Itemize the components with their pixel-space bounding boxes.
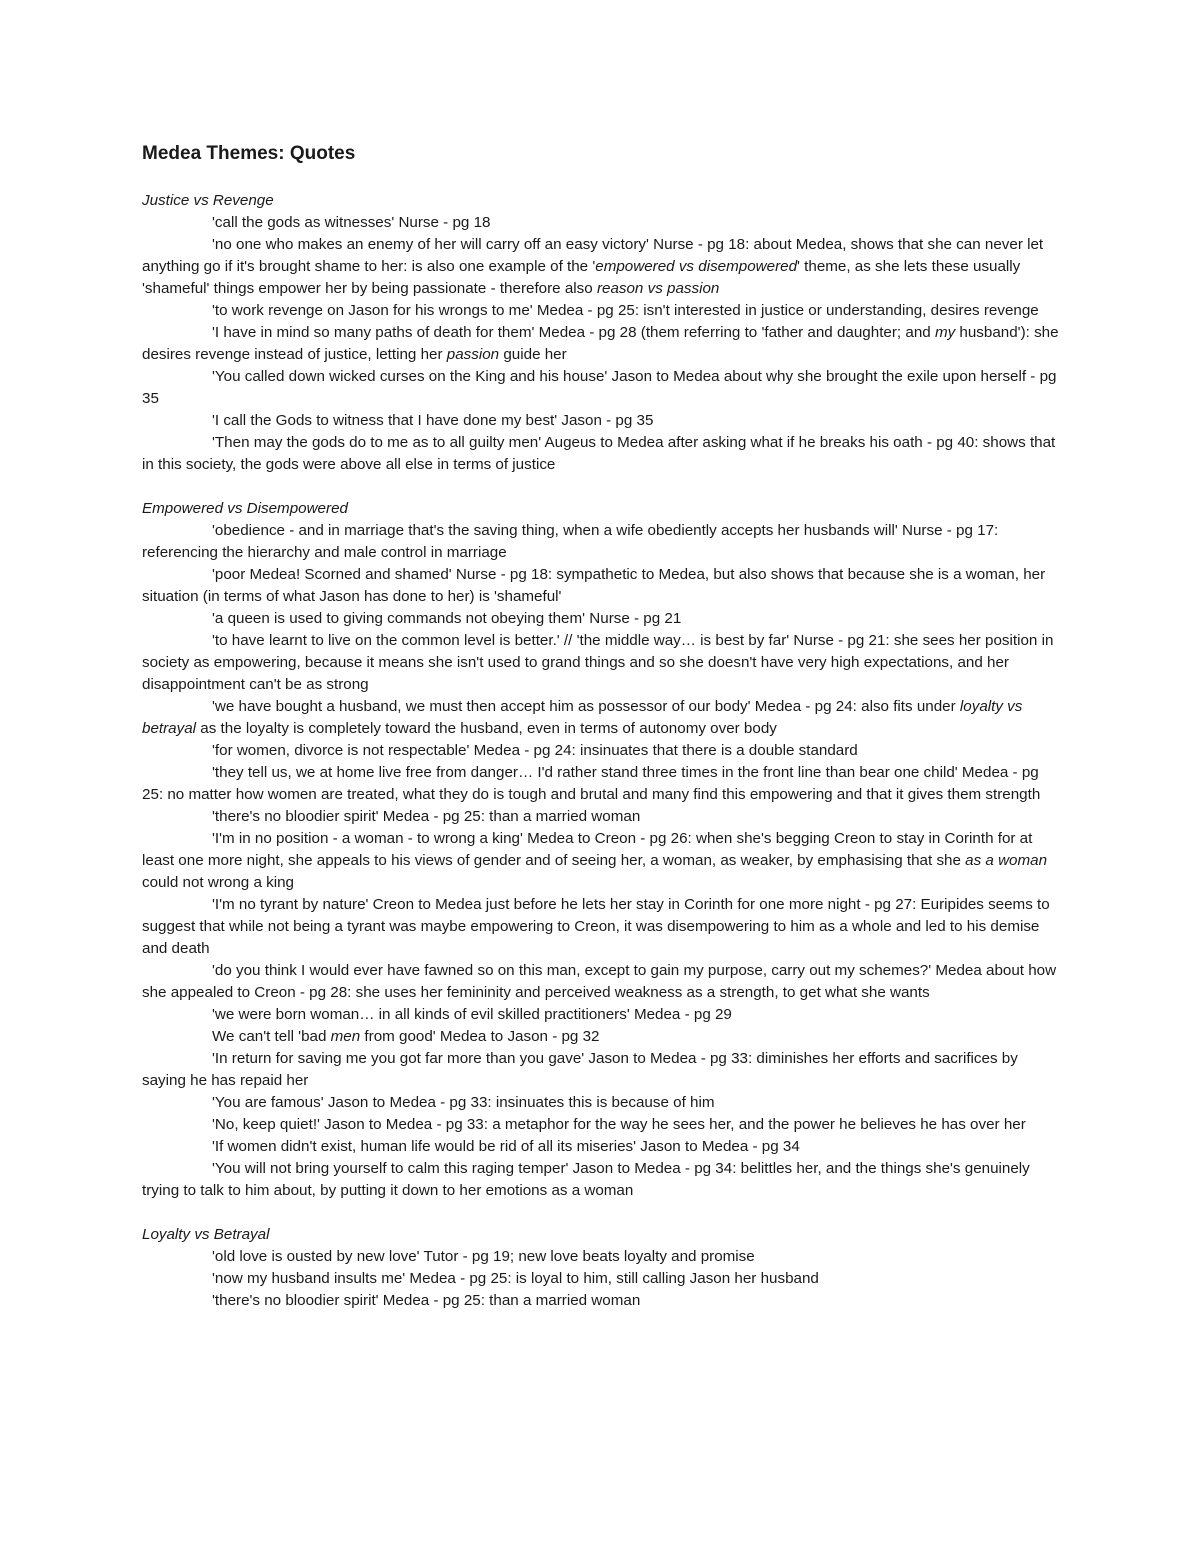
quote-text: 'no one who makes an enemy of her will carry off an easy victory' Nurse - pg 18: about Medea, shows that she can never let anything go if it's brought shame to her: is also one example of the ' [142, 236, 1044, 275]
section-1 [142, 190, 1064, 476]
quote-entry [142, 520, 1064, 564]
quote-text: 'old love is ousted by new love' Tutor - pg 19; new love beats loyalty and promise [212, 1248, 755, 1265]
page-title: Medea Themes: Quotes [142, 143, 356, 164]
quote-entry [142, 630, 1064, 696]
quote-entry [142, 410, 1064, 432]
quote-text: 'to have learnt to live on the common level is better.' // 'the middle way… is best by far' Nurse - pg 21: she sees her position in society as empowering, because it means she isn't used to grand things and so she doesn't have very high expectations, and her disappointment can't be as strong [142, 632, 1054, 693]
italic-text: empowered vs disempowered [595, 258, 798, 275]
quote-entry [142, 828, 1064, 894]
quote-entry [142, 894, 1064, 960]
quote-entry [142, 1114, 1064, 1136]
quote-text: 'I'm no tyrant by nature' Creon to Medea just before he lets her stay in Corinth for one more night - pg 27: Euripides seems to suggest that while not being a tyrant was maybe empowering to Creon, it was disempowering to him as a whole and led to his demise and death [142, 896, 1050, 957]
quote-text: 'a queen is used to giving commands not obeying them' Nurse - pg 21 [212, 610, 682, 627]
quote-entry [142, 740, 1064, 762]
quote-text: 'No, keep quiet!' Jason to Medea - pg 33: a metaphor for the way he sees her, and the power he believes he has over her [212, 1116, 1026, 1133]
quote-entry [142, 1004, 1064, 1026]
quote-text: We can't tell 'bad [212, 1028, 331, 1045]
quote-text: 'In return for saving me you got far more than you gave' Jason to Medea - pg 33: diminishes her efforts and sacrifices by saying he has repaid her [142, 1050, 1018, 1089]
quote-text: 'there's no bloodier spirit' Medea - pg 25: than a married woman [212, 808, 641, 825]
quote-text: guide her [499, 346, 567, 363]
quote-text: 'we were born woman… in all kinds of evil skilled practitioners' Medea - pg 29 [212, 1006, 732, 1023]
quote-text: 'call the gods as witnesses' Nurse - pg 18 [212, 214, 491, 231]
quote-text: 'do you think I would ever have fawned so on this man, except to gain my purpose, carry out my schemes?' Medea about how she appealed to Creon - pg 28: she uses her femininity and perceived weakness as a strength, to get what she wants [142, 962, 1057, 1001]
quote-text: 'obedience - and in marriage that's the saving thing, when a wife obediently accepts her husbands will' Nurse - pg 17: referencing the hierarchy and male control in marriage [142, 522, 999, 561]
quote-entry [142, 762, 1064, 806]
section-heading: Loyalty vs Betrayal [142, 1226, 270, 1243]
quote-text: could not wrong a king [142, 874, 294, 891]
quote-text: 'now my husband insults me' Medea - pg 25: is loyal to him, still calling Jason her husband [212, 1270, 819, 1287]
quote-text: 'Then may the gods do to me as to all guilty men' Augeus to Medea after asking what if he breaks his oath - pg 40: shows that in this society, the gods were above all else in terms of justice [142, 434, 1056, 473]
quote-entry [142, 322, 1064, 366]
quote-text: from good' Medea to Jason - pg 32 [360, 1028, 600, 1045]
quote-text: 'You will not bring yourself to calm this raging temper' Jason to Medea - pg 34: belittles her, and the things she's genuinely trying to talk to him about, by putting it down to her emotions as a woman [142, 1160, 1030, 1199]
quote-text: 'we have bought a husband, we must then accept him as possessor of our body' Medea - pg 24: also fits under [212, 698, 960, 715]
quote-text: 'I call the Gods to witness that I have done my best' Jason - pg 35 [212, 412, 654, 429]
italic-text: passion [446, 346, 500, 363]
quote-text: as the loyalty is completely toward the husband, even in terms of autonomy over body [196, 720, 777, 737]
quote-text: 'You called down wicked curses on the King and his house' Jason to Medea about why she brought the exile upon herself - pg 35 [142, 368, 1057, 407]
quote-entry [142, 432, 1064, 476]
section-heading: Justice vs Revenge [142, 192, 274, 209]
quote-text: ' theme, as she lets these usually 'shameful' things empower her by being passionate - therefore also [142, 258, 1021, 297]
quote-entry [142, 1136, 1064, 1158]
quote-entry [142, 1158, 1064, 1202]
quote-text: 'You are famous' Jason to Medea - pg 33: insinuates this is because of him [212, 1094, 715, 1111]
quote-text: 'I'm in no position - a woman - to wrong a king' Medea to Creon - pg 26: when she's begging Creon to stay in Corinth for at least one more night, she appeals to his views of gender and of seeing her, a woman, as weaker, by emphasising that she [142, 830, 1033, 869]
quote-text: 'poor Medea! Scorned and shamed' Nurse - pg 18: sympathetic to Medea, but also shows that because she is a woman, her situation (in terms of what Jason has done to her) is 'shameful' [142, 566, 1046, 605]
quote-text: 'to work revenge on Jason for his wrongs to me' Medea - pg 25: isn't interested in justice or understanding, desires revenge [212, 302, 1039, 319]
quote-text: 'for women, divorce is not respectable' Medea - pg 24: insinuates that there is a double standard [212, 742, 858, 759]
quote-entry [142, 1290, 1064, 1312]
italic-text: reason vs passion [596, 280, 720, 297]
quote-entry [142, 234, 1064, 300]
italic-text: my [934, 324, 956, 341]
document-body [142, 190, 1064, 1334]
quote-entry [142, 1268, 1064, 1290]
section-2 [142, 498, 1064, 1202]
quote-entry [142, 806, 1064, 828]
quote-text: 'they tell us, we at home live free from danger… I'd rather stand three times in the front line than bear one child' Medea - pg 25: no matter how women are treated, what they do is tough and brutal and many find this empowering and that it gives them strength [142, 764, 1041, 803]
quote-text: 'there's no bloodier spirit' Medea - pg 25: than a married woman [212, 1292, 641, 1309]
quote-entry [142, 564, 1064, 608]
quote-entry [142, 300, 1064, 322]
italic-text: men [330, 1028, 361, 1045]
italic-text: as a woman [965, 852, 1048, 869]
quote-entry [142, 1026, 1064, 1048]
section-heading: Empowered vs Disempowered [142, 500, 348, 517]
quote-entry [142, 1246, 1064, 1268]
quote-entry [142, 212, 1064, 234]
quote-text: 'I have in mind so many paths of death for them' Medea - pg 28 (them referring to 'father and daughter; and [212, 324, 935, 341]
quote-entry [142, 1092, 1064, 1114]
quote-text: husband'): she desires revenge instead of justice, letting her [142, 324, 1059, 363]
italic-text: loyalty vs betrayal [142, 698, 1023, 737]
quote-entry [142, 608, 1064, 630]
quote-entry [142, 696, 1064, 740]
quote-entry [142, 960, 1064, 1004]
section-3 [142, 1224, 1064, 1312]
quote-entry [142, 366, 1064, 410]
quote-text: 'If women didn't exist, human life would be rid of all its miseries' Jason to Medea - pg 34 [212, 1138, 800, 1155]
quote-entry [142, 1048, 1064, 1092]
